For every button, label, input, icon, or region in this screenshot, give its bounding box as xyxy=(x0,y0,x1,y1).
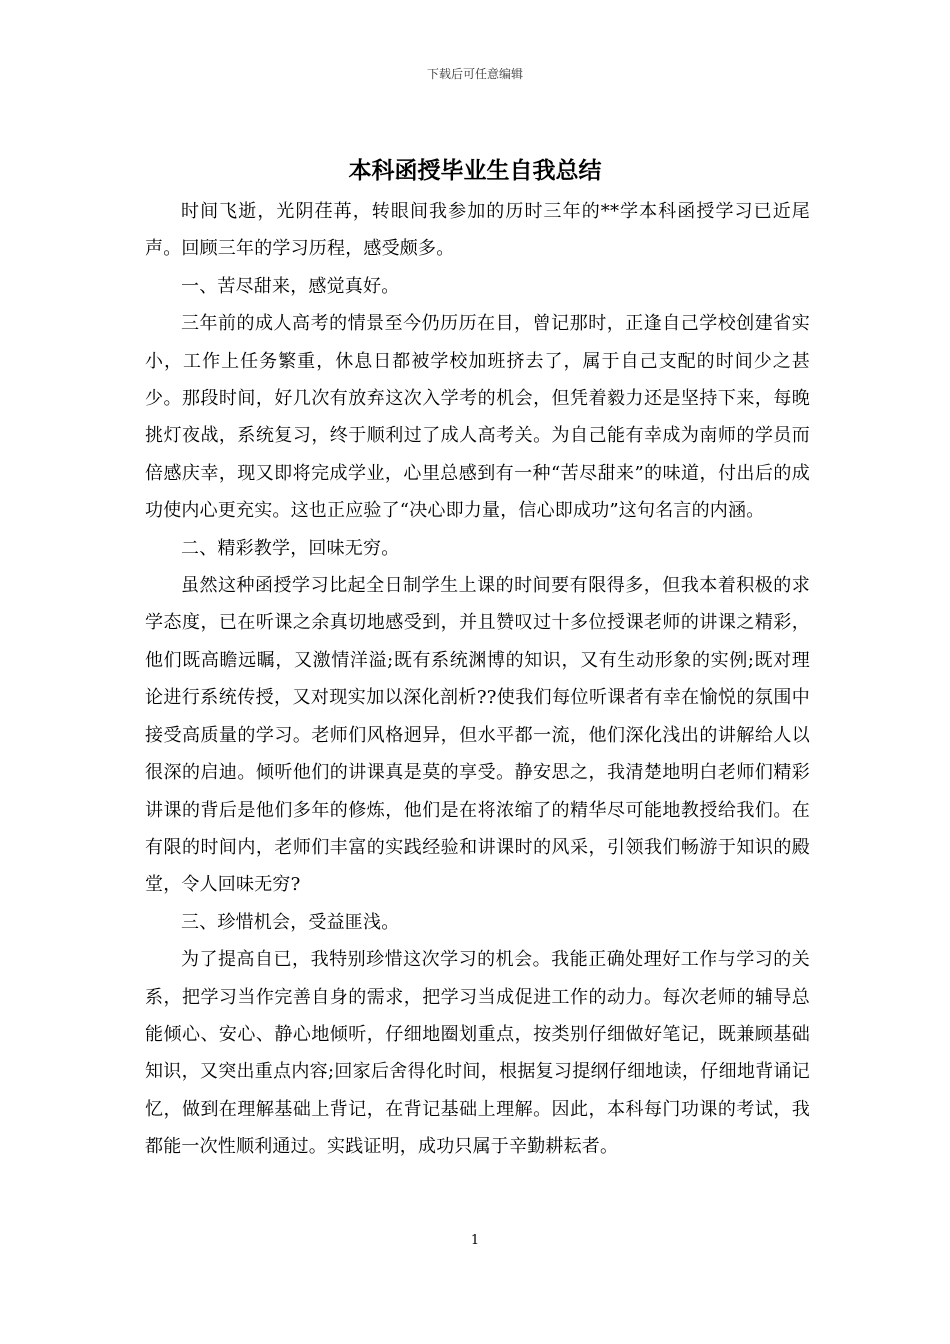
page-header: 下载后可任意编辑 xyxy=(426,67,523,81)
section-heading-2: 二、精彩教学，回味无穷。 xyxy=(181,537,400,559)
paragraph-section-3: 为了提高自已，我特别珍惜这次学习的机会。我能正确处理好工作与学习的关系，把学习当作完善自身的需求，把学习当成促进工作的动力。每次老师的辅导总能倾心、安心、静心地倾听，仔细地圈划重点，按类别仔细做好笔记，既兼顾基础知识，又突出重点内容;回家后舍得化时间，根据复习提纲仔细地读，仔细地背诵记忆，做到在理解基础上背记，在背记基础上理解。因此，本科每门功课的考试，我都能一次性顺利通过。实践证明，成功只属于辛勤耕耘者。 xyxy=(145,949,810,1158)
paragraph-section-1: 三年前的成人高考的情景至今仍历历在目，曾记那时，正逢自己学校创建省实小，工作上任务繁重，休息日都被学校加班挤去了，属于自己支配的时间少之甚少。那段时间，好几次有放弃这次入学考的机会，但凭着毅力还是坚持下来，每晚挑灯夜战，系统复习，终于顺利过了成人高考关。为自己能有幸成为南师的学员而倍感庆幸，现又即将完成学业，心里总感到有一种“苦尽甜来”的味道，付出后的成功使内心更充实。这也正应验了“决心即力量，信心即成功”这句名言的内涵。 xyxy=(145,313,810,522)
document-body xyxy=(145,193,810,1166)
document-title: 本科函授毕业生自我总结 xyxy=(348,158,602,184)
paragraph-section-2: 虽然这种函授学习比起全日制学生上课的时间要有限得多，但我本着积极的求学态度，已在听课之余真切地感受到，并且赞叹过十多位授课老师的讲课之精彩，他们既高瞻远瞩，又激情洋溢;既有系统渊博的知识，又有生动形象的实例;既对理论进行系统传授，又对现实加以深化剖析??使我们每位听课者有幸在愉悦的氛围中接受高质量的学习。老师们风格迥异，但水平都一流，他们深化浅出的讲解给人以很深的启迪。倾听他们的讲课真是莫的享受。静安思之，我清楚地明白老师们精彩讲课的背后是他们多年的修炼，他们是在将浓缩了的精华尽可能地教授给我们。在有限的时间内，老师们丰富的实践经验和讲课时的风采，引领我们畅游于知识的殿堂，令人回味无穷? xyxy=(145,575,810,896)
section-heading-1: 一、苦尽甜来，感觉真好。 xyxy=(181,275,400,297)
section-heading-3: 三、珍惜机会，受益匪浅。 xyxy=(181,911,400,933)
paragraph-intro: 时间飞逝，光阴荏苒，转眼间我参加的历时三年的**学本科函授学习已近尾声。回顾三年的学习历程，感受颇多。 xyxy=(145,201,810,260)
page-number: 1 xyxy=(470,1233,480,1248)
